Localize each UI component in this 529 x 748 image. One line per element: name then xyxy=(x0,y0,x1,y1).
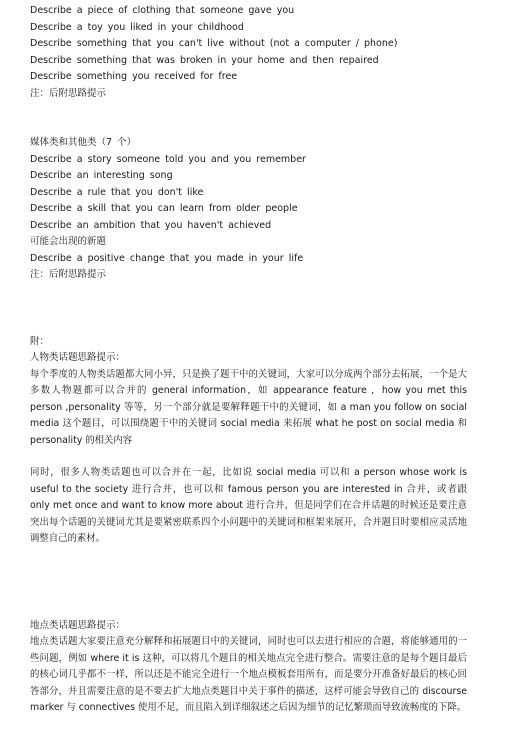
topic-item: Describe a story someone told you and you remember xyxy=(30,153,306,165)
topic-item: Describe something that was broken in your home and then repaired xyxy=(30,54,379,66)
people-tips-heading: 人物类话题思路提示： xyxy=(30,352,126,363)
note: 注：后附思路提示 xyxy=(30,269,107,280)
section-heading: 媒体类和其他类（7 个） xyxy=(30,137,137,148)
topic-item: Describe a toy you liked in your childhood xyxy=(30,21,244,33)
topic-item: Describe something you received for free xyxy=(30,71,238,82)
topic-item: Describe a skill that you can learn from older people xyxy=(30,203,298,214)
appendix-label: 附： xyxy=(30,335,50,347)
topic-item: Describe a positive change that you made in your life xyxy=(30,252,304,264)
topic-item: Describe a rule that you don't like xyxy=(30,186,204,198)
appendix-section xyxy=(30,334,467,717)
people-tips-paragraph: 每个季度的人物类话题都大同小异，只是换了题干中的关键词，大家可以分成两个部分去拓展，一个是大多数人物题都可以合并的 general information，如 appearance feature ，how you met this person ,personality 等等，另一个部分就是要解释题干中的关键词，如 a man you follow on social media 这个题目，可以围绕题干中的关键词 social media 来拓展 what he post on social media 和 personality 的相关内容 xyxy=(30,368,467,446)
topic-item: Describe an ambition that you haven't achieved xyxy=(30,219,272,231)
new-topics-label: 可能会出现的新题 xyxy=(30,236,107,247)
places-tips-paragraph: 地点类话题大家要注意充分解释和拓展题目中的关键词，同时也可以去进行相应的合题，将能够通用的一些问题，例如 where it is 这种，可以将几个题目的相关地点完全进行整合。需要注意的是每个题目最后的核心词几乎都不一样，所以还是不能完全进行一个地点模板套用所有，而是要分开准备好最后的核心回答部分，并且需要注意的是不要去扩大地点类题目中关于事件的描述，这样可能会导致自己的 discourse marker 与 connectives 使用不足，而且陷入到详细叙述之后因为细节的记忆繁琐而导致流畅度的下降。 xyxy=(30,636,467,713)
clothing-topic-list xyxy=(30,3,467,102)
note: 注：后附思路提示 xyxy=(30,87,107,99)
topic-item: Describe an interesting song xyxy=(30,170,173,181)
topic-item: Describe something that you can't live without (not a computer / phone) xyxy=(30,38,398,49)
topic-item: Describe a piece of clothing that someone gave you xyxy=(30,5,295,16)
places-tips-heading: 地点类话题思路提示： xyxy=(30,619,126,631)
people-tips-paragraph: 同时，很多人物类话题也可以合并在一起，比如说 social media 可以和 a person whose work is useful to the society 进行合并，也可以和 famous person you are interested in 合并，或者跟 only met once and want to know more about 进行合并，但是同学们在合并话题的时候还是要注意突出每个话题的关键词尤其是要紧密联系四个小问题中的关键词和框架来展开，合并题目时要相应灵活地调整自己的素材。 xyxy=(30,467,467,544)
media-topic-section xyxy=(30,135,467,284)
